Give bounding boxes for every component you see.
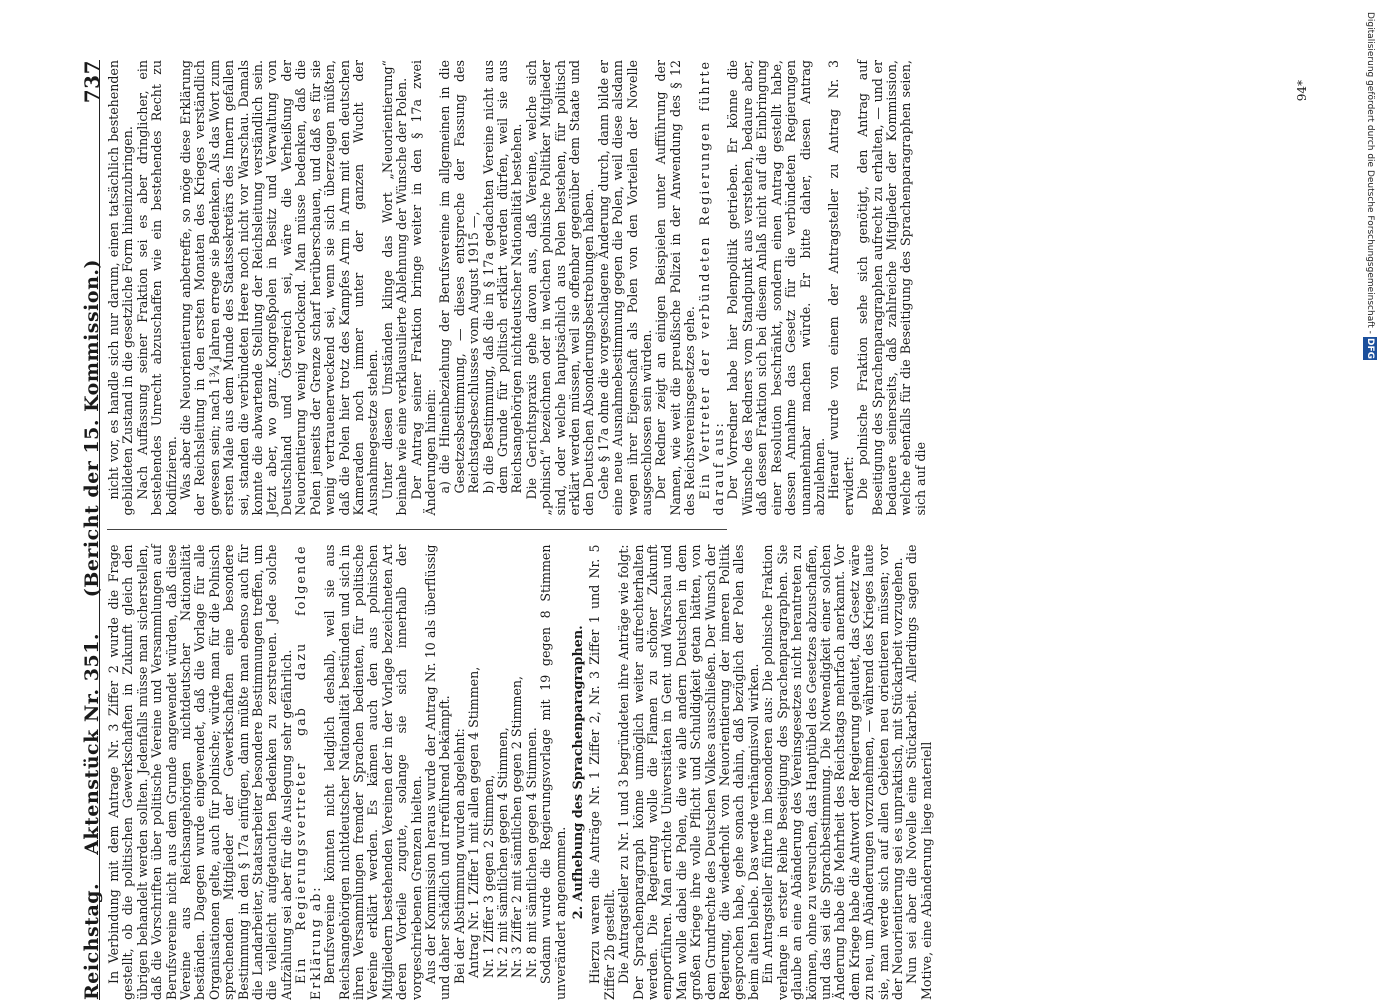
list-item: b) die Bestimmung, daß die in § 17a gedachten Vereine nicht aus dem Grunde für politisch erklärt werden dürfen, weil sie aus Reichsangehörigen nichtdeutscher Nationalität bestehen.: [480, 60, 525, 494]
paragraph: Nach Auffassung seiner Fraktion sei es aber dringlicher, ein bestehendes Unrecht abzuschaffen wie ein bestehendes Recht zu kodifizieren.: [134, 60, 179, 516]
paragraph: Die Gerichtspraxis gehe davon aus, daß Vereine, welche sich „polnisch“ bezeichnen oder in welchen polnische Politiker Mitglieder sind, oder welche hauptsächlich aus Polen bestehen, für politisch erklärt werden müssen, weil sie offenbar gegenüber dem Staate und den Deutschen Absonderungsbestrebungen haben.: [523, 60, 597, 516]
document-number: Aktenstück Nr. 351.: [80, 632, 103, 855]
paragraph: Bei der Abstimmung wurden abgelehnt:: [451, 728, 467, 984]
paragraph: Nun sei aber die Novelle eine Stückarbeit. Allerdings sagen die Motive, eine Abänderung liege materiell: [904, 544, 934, 1000]
header-title: Reichstag.: [80, 882, 103, 1000]
column-divider: [107, 530, 727, 531]
dfg-badge: DFG: [1365, 337, 1375, 359]
paragraph: Unter diesen Umständen klinge das Wort „Neuorientierung“ beinahe wie eine verklausulierte Ablehnung der Wünsche der Polen.: [379, 60, 410, 516]
section-heading: 2. Aufhebung des Sprachenparagraphen.: [571, 625, 586, 920]
paragraph: Ein Antragsteller führte im besonderen aus: Die polnische Fraktion verlange in erster Reihe Beseitigung des Sprachenparagraphen. Sie glaube an eine Abänderung des Vereinsgesetzes nicht herantreten zu können, ohne zu versuchen, das Hauptübel des Gesetzes abzuschaffen, und das sei die Sprachbestimmung. Die Notwendigkeit einer solchen Änderung habe die Mehrheit des Reichstags mehrfach anerkannt. Vor dem Kriege habe die Antwort der Regierung gelautet, das Gesetz wäre zu neu, um Abänderungen vorzunehmen, — während des Krieges laute sie, man werde sich auf allen Gebieten neu orientieren müssen; vor der Neuorientierung sei es unpraktisch, mit Stückarbeit vorzugehen.: [760, 544, 905, 1000]
vote-item: Nr. 2 mit sämtlichen gegen 4 Stimmen,: [494, 727, 510, 978]
paragraph: Die Antragsteller zu Nr. 1 und 3 begründeten ihre Anträge wie folgt: Der Sprachenparagraph könne unmöglich weiter aufrechterhalten werden. Die Regierung wolle die Flamen zu schöner Zukunft emporführen. Man errichte Universitäten in Gent und Warschau und Man wolle dabei die Polen, die wie alle andern Deutschen in dem großen Kriege ihre volle Pflicht und Schuldigkeit getan hätten, von dem Grundrechte des Deutschen Volkes ausschließen. Der Wunsch der Regierung, die wiederholt von Neuorientierung der inneren Politik gesprochen habe, gehe sonach dahin, daß bezüglich der Polen alles beim alten bleibe. Das werde verhängnisvoll wirken.: [616, 544, 761, 1000]
vote-item: Nr. 1 Ziffer 3 gegen 2 Stimmen,: [480, 774, 496, 978]
digitization-text: Digitalisierung gefördert durch die Deutsche Forschungsgemeinschaft -: [1365, 12, 1375, 334]
paragraph: Berufsvereine könnten nicht lediglich deshalb, weil sie aus Reichsangehörigen nichtdeutscher Nationalität bestünden und sich in ihren Versammlungen fremder Sprachen bedienten, für politische Vereine erklärt werden. Es kämen auch den aus polnischen Mitgliedern bestehenden Vereinen der in der Vorlage bezeichneten Art deren Vorteile zugute, solange sie sich innerhalb der vorgeschriebenen Grenzen hielten.: [322, 544, 424, 1000]
rotated-page-block: [55, 60, 1309, 1000]
header-left: [80, 632, 103, 1000]
vote-item: Nr. 3 Ziffer 2 mit sämtlichen gegen 2 Stimmen,: [509, 675, 525, 978]
paragraph: Aus der Kommission heraus wurde der Antrag Nr. 10 als überflüssig und daher schädlich und irreführend bekämpft.: [422, 544, 453, 1000]
paragraph: Der Vorredner habe hier Polenpolitik getrieben. Er könne die Wünsche des Redners vom Standpunkt aus verstehen, bedaure aber, daß dessen Fraktion sich bei diesem Anlaß nicht auf die Einbringung einer Resolution beschränkt, sondern einen Antrag gestellt habe, dessen Annahme das Gesetz für die verbündeten Regierungen unannehmbar machen würde. Er bitte daher, diesen Antrag abzulehnen.: [725, 60, 827, 516]
signature-mark: 94*: [1294, 80, 1309, 102]
column-right: [106, 60, 928, 516]
paragraph: Der Redner zeigt an einigen Beispielen unter Aufführung der Namen, wie weit die preußische Polizei in der Anwendung des § 12 des Reichsvereinsgesetzes gehe.: [653, 60, 698, 516]
paragraph: Was aber die Neuorientierung anbetreffe, so möge diese Erklärung der Reichsleitung in den ersten Monaten des Krieges verständlich gewesen sein; nach 1¾ Jahren errege sie Bedenken. Als das Wort zum ersten Male aus dem Munde des Staatssekretärs des Innern gefallen sei, standen die verbündeten Heere noch nicht vor Warschau. Damals konnte die abwartende Stellung der Reichsleitung verständlich sein. Jetzt aber, wo ganz Kongreßpolen in Besitz und Verwaltung von Deutschland und Österreich sei, wäre die Verheißung der Neuorientierung wenig verlockend. Man müsse bedenken, daß die Polen jenseits der Grenze scharf herüberschauen, und daß es für sie wenig vertrauenerweckend sei, wenn sie sich überzeugen müßten, daß die Polen hier trotz des Kampfes Arm in Arm mit den deutschen Kameraden noch immer unter der ganzen Wucht der Ausnahmegesetze stehen.: [178, 60, 381, 516]
paragraph: Ein Vertreter der verbündeten Regierungen führte darauf aus:: [696, 60, 727, 516]
paragraph: In Verbindung mit dem Antrage Nr. 3 Ziffer 2 wurde die Frage gestellt, ob die politischen Gewerkschaften in Zukunft gleich den übrigen behandelt werden sollten. Jedenfalls müsse man sicherstellen, daß die Vorschriften über politische Vereine und Versammlungen auf Berufsvereine nicht aus dem Grunde angewendet würden, daß diese Vereine aus Reichsangehörigen nichtdeutscher Nationalität beständen. Dagegen wurde eingewendet, daß die Vorlage für alle Organisationen gelte, auch für polnische; würde man für die Polnisch sprechenden Mitglieder der Gewerkschaften eine besondere Bestimmung in den § 17a einfügen, dann müßte man ebenso auch für die Landarbeiter, Staatsarbeiter besondere Bestimmungen treffen, um die vielleicht aufgetauchten Bedenken zu zerstreuen. Jede solche Aufzählung sei aber für die Auslegung sehr gefährlich.: [106, 544, 294, 1000]
vote-item: Nr. 8 mit sämtlichen gegen 4 Stimmen.: [523, 727, 539, 978]
paragraph: Gehe § 17a ohne die vorgeschlagene Änderung durch, dann bilde er eine neue Ausnahmebestimmung gegen die Polen, weil diese alsdann wegen ihrer Eigenschaft als Polen von den Vorteilen der Novelle ausgeschlossen sein würden.: [595, 60, 655, 516]
paragraph: Ein Regierungsvertreter gab dazu folgende Erklärung ab:: [293, 544, 323, 1000]
page-number: 737: [79, 60, 104, 104]
paragraph: Die polnische Fraktion sehe sich genötigt, den Antrag auf Beseitigung des Sprachenparagraphen aufrecht zu erhalten, — und er bedauere seinerseits, daß zahlreiche Mitglieder der Kommission, welche ebenfalls für die Beseitigung des Sprachenparagraphen seien, sich auf die: [855, 60, 928, 516]
column-left: [106, 544, 934, 1000]
page-header: [55, 60, 104, 1000]
paragraph: Der Antrag seiner Fraktion bringe weiter in den § 17a zwei Änderungen hinein:: [408, 60, 438, 516]
header-report-title: (Bericht der 15. Kommission.): [80, 259, 103, 598]
paragraph: Sodann wurde die Regierungsvorlage mit 19 gegen 8 Stimmen unverändert angenommen.: [538, 544, 568, 1000]
list-item: a) die Hineinbeziehung der Berufsvereine im allgemeinen in die Gesetzesbestimmung, — dieses entspreche der Fassung des Reichstagsbeschlusses vom August 1915 —,: [437, 60, 482, 494]
paragraph: nicht vor, es handle sich nur darum, einen tatsächlich bestehenden gebildeten Zustand in die gesetzliche Form hineinzubringen.: [106, 60, 136, 516]
digitization-note: [1363, 12, 1377, 360]
paragraph: Hierauf wurde von einem der Antragsteller zu Antrag Nr. 3 erwidert:: [826, 60, 856, 516]
vote-item: Antrag Nr. 1 Ziffer 1 mit allen gegen 4 Stimmen,: [466, 666, 482, 978]
paragraph: Hierzu waren die Anträge Nr. 1 Ziffer 2, Nr. 3 Ziffer 1 und Nr. 5 Ziffer 2b gestellt.: [587, 544, 617, 1000]
text-columns: [106, 60, 934, 1000]
